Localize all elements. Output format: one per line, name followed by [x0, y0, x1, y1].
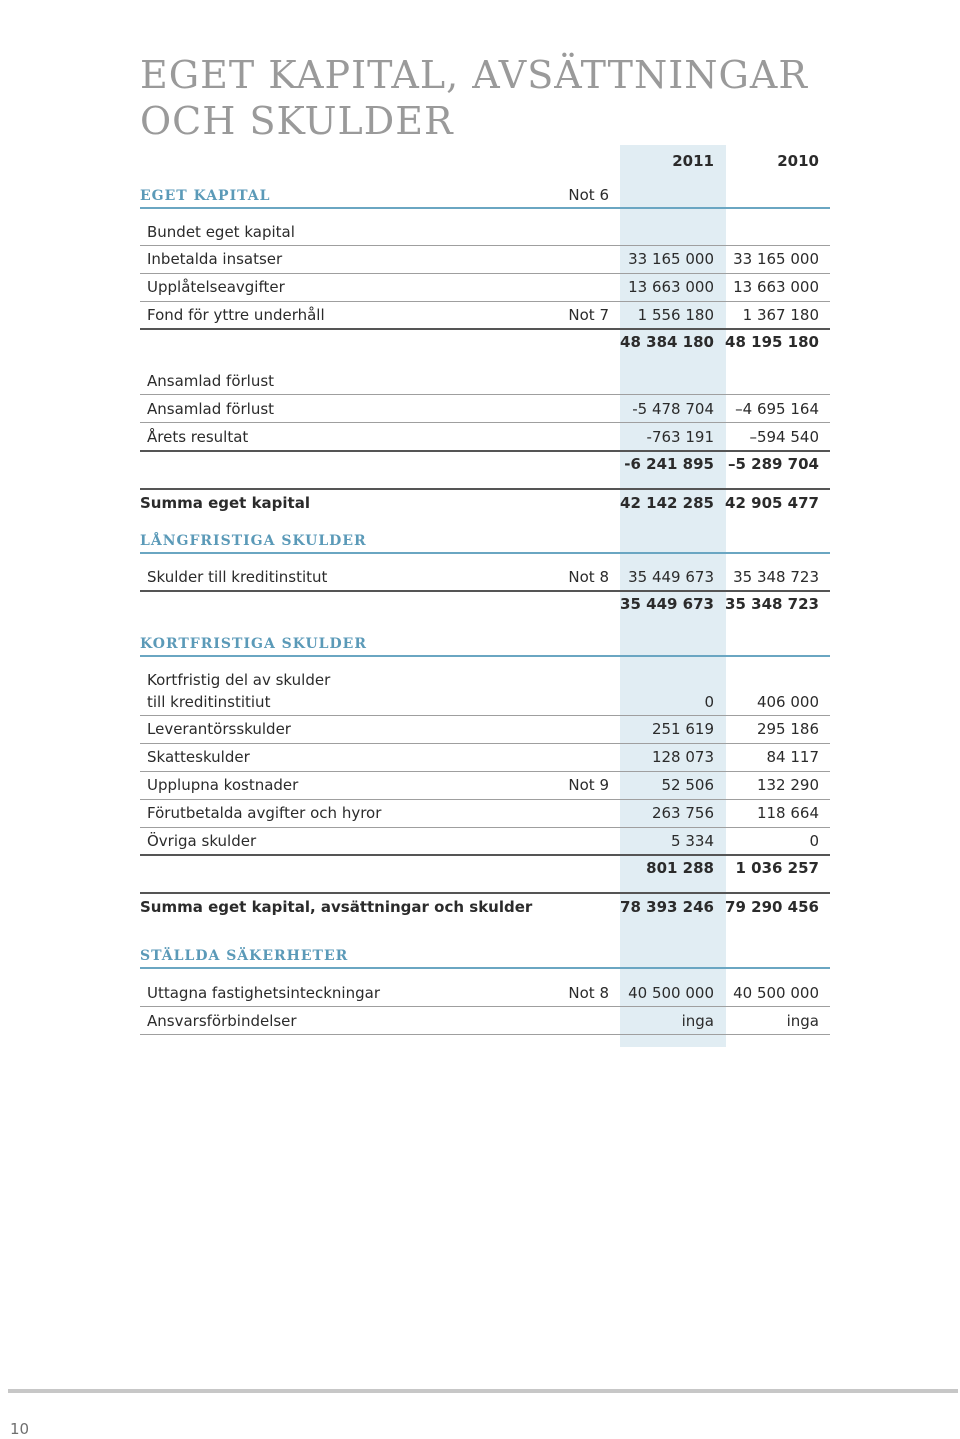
grand-total-row	[0, 896, 960, 918]
sum-rule	[140, 488, 830, 490]
note-ref: Not 8	[568, 568, 609, 586]
total-2010: 42 905 477	[725, 494, 819, 512]
row-rule	[140, 1034, 830, 1035]
note-ref: Not 9	[568, 776, 609, 794]
value-2011: 1 556 180	[637, 306, 714, 324]
value-2010: –4 695 164	[735, 400, 819, 418]
note-ref: Not 7	[568, 306, 609, 324]
subtotal-2011: -6 241 895	[624, 455, 714, 473]
row-label: Ansamlad förlust	[147, 400, 275, 418]
table-row	[0, 830, 960, 852]
table-row	[0, 370, 960, 392]
value-2011: 128 073	[651, 748, 714, 766]
table-row	[0, 426, 960, 448]
value-2011: -5 478 704	[632, 400, 714, 418]
value-2010: 406 000	[756, 693, 819, 711]
value-2011: 40 500 000	[628, 984, 714, 1002]
section-rule	[140, 655, 830, 657]
table-row	[0, 1010, 960, 1032]
row-rule	[140, 245, 830, 246]
value-2010: 295 186	[756, 720, 819, 738]
value-2011: 263 756	[651, 804, 714, 822]
value-2010: 40 500 000	[733, 984, 819, 1002]
value-2010: 35 348 723	[733, 568, 819, 586]
row-rule	[140, 799, 830, 800]
section-stallda: STÄLLDA SÄKERHETER	[140, 948, 349, 964]
subtotal-2010: 1 036 257	[735, 859, 819, 877]
value-2010: 1 367 180	[742, 306, 819, 324]
table-row	[0, 746, 960, 768]
table-row	[0, 774, 960, 796]
row-label: Årets resultat	[147, 428, 249, 446]
year-header-row	[0, 150, 960, 172]
row-label: Summa eget kapital	[140, 494, 310, 512]
note-ref: Not 8	[568, 984, 609, 1002]
row-label: Leverantörsskulder	[147, 720, 291, 738]
subheading-forlust: Ansamlad förlust	[147, 372, 275, 390]
page-number: 10	[10, 1420, 30, 1438]
section-rule	[140, 552, 830, 554]
row-label: Fond för yttre underhåll	[147, 306, 325, 324]
table-row	[0, 398, 960, 420]
table-row	[0, 718, 960, 740]
year-2011-header: 2011	[672, 152, 714, 170]
sum-rule	[140, 328, 830, 330]
row-rule	[140, 422, 830, 423]
row-rule	[140, 827, 830, 828]
row-label: Skulder till kreditinstitut	[147, 568, 328, 586]
value-2010: 13 663 000	[733, 278, 819, 296]
table-row	[0, 276, 960, 298]
value-2011: -763 191	[646, 428, 714, 446]
subtotal-2011: 35 449 673	[620, 595, 714, 613]
year-2010-header: 2010	[777, 152, 819, 170]
grand-total-2011: 78 393 246	[620, 898, 714, 916]
subtotal-2010: –5 289 704	[727, 455, 819, 473]
value-2011: inga	[681, 1012, 714, 1030]
subtotal-2010: 48 195 180	[725, 333, 819, 351]
value-2011: 5 334	[671, 832, 714, 850]
row-label: Upplupna kostnader	[147, 776, 299, 794]
table-row	[0, 669, 960, 713]
subtotal-row	[0, 453, 960, 475]
value-2011: 0	[704, 693, 714, 711]
row-rule	[140, 301, 830, 302]
eget-kapital-note-row	[0, 184, 960, 206]
value-2010: inga	[786, 1012, 819, 1030]
value-2011: 251 619	[651, 720, 714, 738]
table-row	[0, 221, 960, 243]
sum-rule	[140, 892, 830, 894]
row-rule	[140, 715, 830, 716]
footer-rule	[8, 1389, 958, 1393]
value-2011: 33 165 000	[628, 250, 714, 268]
row-label: Övriga skulder	[147, 832, 257, 850]
row-label-continued: till kreditinstitiut	[147, 693, 271, 711]
sum-rule	[140, 854, 830, 856]
table-row	[0, 802, 960, 824]
row-label: Uttagna fastighetsinteckningar	[147, 984, 380, 1002]
total-row	[0, 492, 960, 514]
row-rule	[140, 273, 830, 274]
value-2010: 118 664	[756, 804, 819, 822]
table-row	[0, 982, 960, 1004]
sum-rule	[140, 450, 830, 452]
subtotal-2011: 48 384 180	[620, 333, 714, 351]
row-label: Inbetalda insatser	[147, 250, 283, 268]
row-label: Upplåtelseavgifter	[147, 278, 285, 296]
value-2010: 132 290	[756, 776, 819, 794]
row-rule	[140, 771, 830, 772]
subtotal-row	[0, 593, 960, 615]
subtotal-2010: 35 348 723	[725, 595, 819, 613]
value-2010: –594 540	[749, 428, 819, 446]
subtotal-row	[0, 331, 960, 353]
subtotal-row	[0, 857, 960, 879]
row-label: Skatteskulder	[147, 748, 250, 766]
value-2010: 0	[809, 832, 819, 850]
value-2011: 35 449 673	[628, 568, 714, 586]
row-label: Ansvarsförbindelser	[147, 1012, 297, 1030]
note-6: Not 6	[568, 186, 609, 204]
section-eget-kapital: EGET KAPITAL	[140, 188, 271, 204]
grand-total-2010: 79 290 456	[725, 898, 819, 916]
subtotal-2011: 801 288	[646, 859, 714, 877]
section-rule	[140, 207, 830, 209]
section-rule	[140, 967, 830, 969]
section-langfristiga: LÅNGFRISTIGA SKULDER	[140, 533, 367, 549]
row-label: Förutbetalda avgifter och hyror	[147, 804, 382, 822]
row-rule	[140, 743, 830, 744]
total-2011: 42 142 285	[620, 494, 714, 512]
value-2010: 33 165 000	[733, 250, 819, 268]
table-row	[0, 304, 960, 326]
row-rule	[140, 394, 830, 395]
value-2010: 84 117	[766, 748, 819, 766]
row-label: Kortfristig del av skulder	[147, 671, 331, 689]
row-rule	[140, 1006, 830, 1007]
value-2011: 52 506	[661, 776, 714, 794]
section-kortfristiga: KORTFRISTIGA SKULDER	[140, 636, 367, 652]
row-label: Summa eget kapital, avsättningar och skulder	[140, 898, 533, 916]
table-row	[0, 566, 960, 588]
page-title: EGET KAPITAL, AVSÄTTNINGAR OCH SKULDER	[140, 53, 808, 143]
sum-rule	[140, 590, 830, 592]
subheading-bundet: Bundet eget kapital	[147, 223, 295, 241]
value-2011: 13 663 000	[628, 278, 714, 296]
table-row	[0, 248, 960, 270]
